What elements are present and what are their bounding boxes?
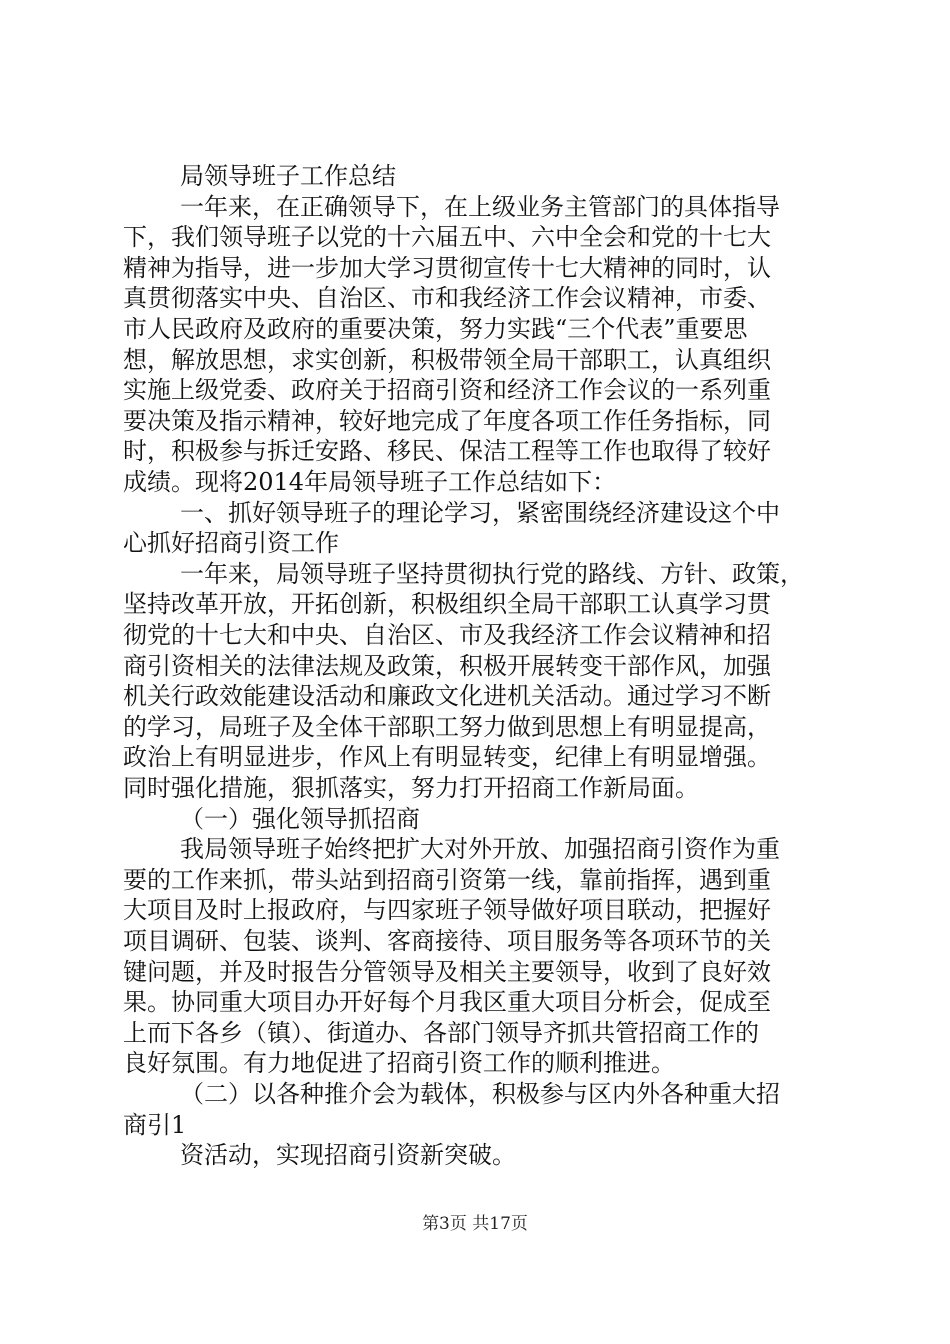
paragraph-line: 商引资相关的法律法规及政策，积极开展转变干部作风，加强	[123, 651, 771, 680]
paragraph-line: 要的工作来抓，带头站到招商引资第一线，靠前指挥，遇到重	[123, 865, 771, 894]
paragraph-line: 果。协同重大项目办开好每个月我区重大项目分析会，促成至	[123, 988, 771, 1017]
paragraph-line: 下，我们领导班子以党的十六届五中、六中全会和党的十七大	[123, 223, 771, 252]
paragraph-line: 要决策及指示精神，较好地完成了年度各项工作任务指标，同	[123, 406, 771, 435]
paragraph-line: 我局领导班子始终把扩大对外开放、加强招商引资作为重	[180, 835, 780, 864]
paragraph-line: 机关行政效能建设活动和廉政文化进机关活动。通过学习不断	[123, 682, 771, 711]
paragraph-line: 实施上级党委、政府关于招商引资和经济工作会议的一系列重	[123, 376, 771, 405]
paragraph-line: 商引1	[123, 1110, 187, 1139]
paragraph-line: 项目调研、包装、谈判、客商接待、项目服务等各项环节的关	[123, 927, 771, 955]
paragraph-line: 同时强化措施，狠抓落实，努力打开招商工作新局面。	[123, 774, 699, 802]
paragraph-line: 真贯彻落实中央、自治区、市和我经济工作会议精神，市委、	[123, 284, 771, 313]
paragraph-line: 的学习，局班子及全体干部职工努力做到思想上有明显提高，	[123, 712, 771, 741]
section-heading: 一、抓好领导班子的理论学习，紧密围绕经济建设这个中	[180, 498, 780, 527]
paragraph-line: 时，积极参与拆迁安路、移民、保洁工程等工作也取得了较好	[123, 437, 771, 466]
paragraph-line: 成绩。现将2014年局领导班子工作总结如下：	[123, 468, 617, 496]
paragraph-line: 坚持改革开放，开拓创新，积极组织全局干部职工认真学习贯	[123, 590, 771, 619]
subsection-heading: （一）强化领导抓招商	[180, 804, 420, 833]
document-title: 局领导班子工作总结	[180, 162, 396, 190]
paragraph-line: 政治上有明显进步，作风上有明显转变，纪律上有明显增强。	[123, 743, 771, 772]
paragraph-line: 资活动，实现招商引资新突破。	[180, 1141, 516, 1170]
paragraph-line: 一年来，局领导班子坚持贯彻执行党的路线、方针、政策，	[180, 559, 804, 588]
paragraph-line: 大项目及时上报政府，与四家班子领导做好项目联动，把握好	[123, 896, 771, 925]
paragraph-line: 上而下各乡（镇）、街道办、各部门领导齐抓共管招商工作的	[123, 1018, 759, 1047]
paragraph-line: 精神为指导，进一步加大学习贯彻宣传十七大精神的同时，认	[123, 253, 771, 282]
page-number-footer: 第3页 共17页	[422, 1214, 528, 1234]
paragraph-line: 想，解放思想，求实创新，积极带领全局干部职工，认真组织	[123, 345, 771, 374]
subsection-heading: （二）以各种推介会为载体，积极参与区内外各种重大招	[180, 1080, 780, 1108]
paragraph-line: 市人民政府及政府的重要决策，努力实践“三个代表”重要思	[123, 315, 748, 343]
paragraph-line: 彻党的十七大和中央、自治区、市及我经济工作会议精神和招	[123, 621, 771, 649]
paragraph-line: 良好氛围。有力地促进了招商引资工作的顺利推进。	[123, 1049, 675, 1078]
paragraph-line: 一年来，在正确领导下，在上级业务主管部门的具体指导	[180, 192, 780, 221]
section-heading: 心抓好招商引资工作	[123, 529, 339, 558]
paragraph-line: 键问题，并及时报告分管领导及相关主要领导，收到了良好效	[123, 957, 771, 986]
